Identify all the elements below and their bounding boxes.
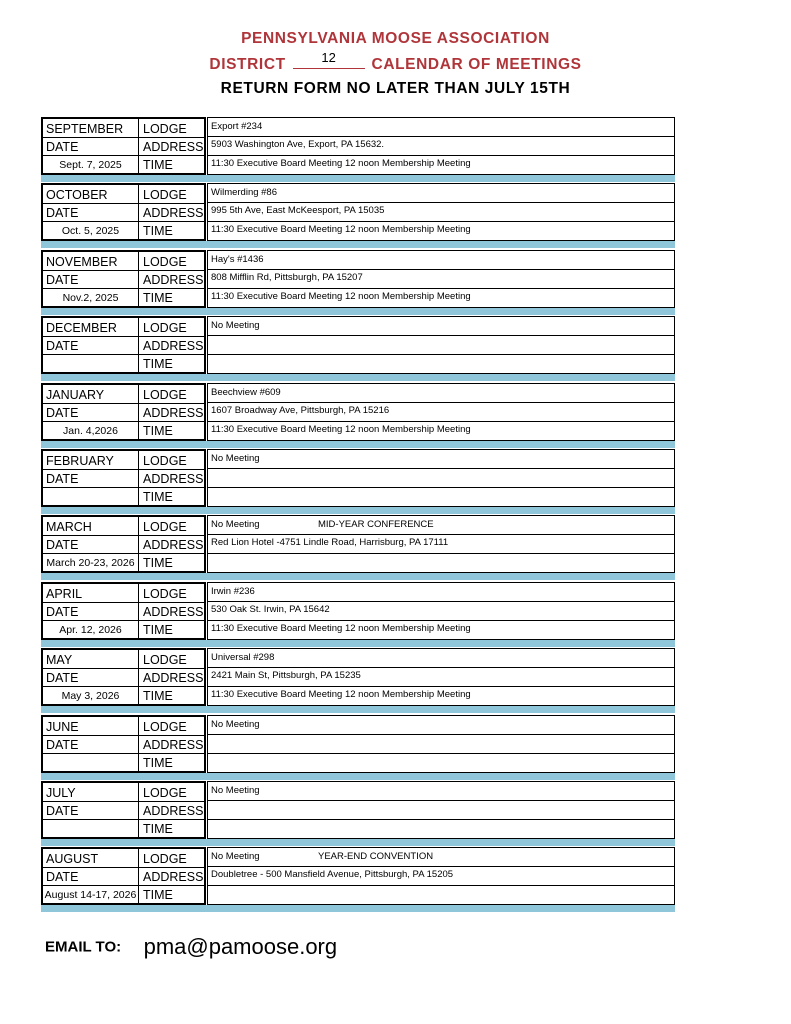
month-label-box (41, 648, 206, 706)
month-name: MARCH (46, 520, 92, 535)
lodge-label: LODGE (143, 454, 187, 468)
meeting-info-box (207, 117, 675, 175)
month-block-april (41, 582, 675, 640)
event-note: MID-YEAR CONFERENCE (318, 519, 434, 531)
column-divider (138, 119, 139, 173)
lodge-label: LODGE (143, 254, 187, 269)
blue-separator-band (41, 573, 675, 580)
blue-separator-band (41, 773, 675, 780)
address-label: ADDRESS (143, 339, 204, 354)
date-label: DATE (46, 272, 79, 287)
address-label: ADDRESS (143, 538, 204, 553)
blue-separator-band (41, 507, 675, 514)
time-label: TIME (143, 755, 173, 770)
meeting-date[interactable]: March 20-23, 2026 (46, 557, 135, 570)
blue-separator-band (41, 839, 675, 846)
meeting-date[interactable]: Sept. 7, 2025 (59, 159, 122, 171)
lodge-value[interactable]: No Meeting (211, 453, 260, 464)
month-block-october (41, 183, 675, 241)
row-divider (208, 468, 674, 469)
column-divider (138, 783, 139, 837)
district-number-field[interactable] (293, 50, 365, 69)
time-label: TIME (143, 357, 173, 372)
month-block-march (41, 515, 675, 573)
date-label: DATE (46, 804, 79, 818)
email-address-link[interactable]: pma@pamoose.org (143, 934, 338, 959)
district-number: 12 (321, 50, 336, 65)
blue-separator-band (41, 374, 675, 381)
lodge-label: LODGE (143, 786, 187, 800)
date-label: DATE (46, 538, 79, 553)
meeting-info-box (207, 847, 675, 905)
row-divider (208, 335, 674, 336)
meeting-info-box (207, 582, 675, 640)
lodge-label: LODGE (143, 387, 187, 402)
lodge-value[interactable]: Hay's #1436 (211, 253, 264, 265)
column-divider (138, 650, 139, 704)
month-label-box (41, 250, 206, 308)
column-divider (138, 584, 139, 638)
column-divider (138, 849, 139, 903)
time-value[interactable]: 11:30 Executive Board Meeting 12 noon Membership Meeting (211, 423, 471, 435)
lodge-label: LODGE (143, 188, 187, 203)
time-label: TIME (143, 689, 173, 704)
meeting-date[interactable]: Nov.2, 2025 (62, 291, 119, 304)
district-suffix: CALENDAR OF MEETINGS (371, 56, 582, 73)
address-label: ADDRESS (143, 206, 204, 221)
address-label: ADDRESS (143, 472, 204, 486)
address-label: ADDRESS (143, 405, 204, 420)
month-block-june (41, 715, 675, 773)
time-label: TIME (143, 224, 173, 239)
address-label: ADDRESS (143, 804, 204, 818)
month-name: NOVEMBER (46, 254, 118, 269)
association-title: PENNSYLVANIA MOOSE ASSOCIATION (241, 30, 550, 47)
meeting-info-box (207, 781, 675, 839)
lodge-label: LODGE (143, 122, 187, 136)
month-name: JANUARY (46, 387, 105, 402)
month-label-box (41, 582, 206, 640)
meeting-date[interactable]: May 3, 2026 (61, 690, 120, 703)
column-divider (138, 451, 139, 505)
time-value[interactable]: 11:30 Executive Board Meeting 12 noon Membership Meeting (211, 689, 471, 701)
month-block-september (41, 117, 675, 175)
month-label-box (41, 449, 206, 507)
date-label: DATE (46, 671, 79, 686)
month-name: MAY (46, 653, 73, 668)
address-value[interactable]: 808 Mifflin Rd, Pittsburgh, PA 15207 (211, 271, 363, 283)
lodge-value[interactable]: Wilmerding #86 (211, 187, 277, 199)
date-label: DATE (46, 604, 79, 619)
address-value[interactable]: 530 Oak St. Irwin, PA 15642 (211, 603, 330, 615)
lodge-value[interactable]: Universal #298 (211, 652, 275, 664)
month-label-box (41, 781, 206, 839)
column-divider (138, 717, 139, 771)
meeting-info-box (207, 383, 675, 441)
lodge-value[interactable]: No Meeting (211, 851, 260, 863)
month-label-box (41, 847, 206, 905)
month-name: AUGUST (46, 852, 99, 867)
district-line (0, 50, 791, 74)
month-name: JULY (46, 786, 76, 800)
column-divider (138, 185, 139, 239)
meeting-info-box (207, 316, 675, 374)
column-divider (138, 252, 139, 306)
blue-separator-band (41, 241, 675, 248)
time-label: TIME (143, 290, 173, 305)
date-label: DATE (46, 472, 79, 486)
blue-separator-band (41, 706, 675, 713)
row-divider (208, 734, 674, 735)
lodge-value[interactable]: No Meeting (211, 320, 260, 332)
meeting-info-box (207, 183, 675, 241)
row-divider (208, 553, 674, 554)
time-label: TIME (143, 423, 173, 438)
time-label: TIME (143, 556, 173, 571)
row-divider (208, 487, 674, 488)
time-label: TIME (143, 822, 173, 836)
address-label: ADDRESS (143, 671, 204, 686)
district-prefix: DISTRICT (209, 56, 286, 73)
blue-separator-band (41, 905, 675, 912)
email-label: EMAIL TO: (45, 938, 122, 956)
time-label: TIME (143, 888, 173, 903)
email-footer (45, 934, 337, 960)
address-value[interactable]: 1607 Broadway Ave, Pittsburgh, PA 15216 (211, 404, 390, 416)
month-block-july (41, 781, 675, 839)
lodge-value[interactable]: No Meeting (211, 785, 260, 796)
lodge-label: LODGE (143, 321, 187, 336)
row-divider (208, 885, 674, 886)
month-block-august (41, 847, 675, 905)
month-label-box (41, 117, 206, 175)
month-label-box (41, 316, 206, 374)
date-label: DATE (46, 870, 79, 885)
address-label: ADDRESS (143, 140, 204, 154)
meeting-date[interactable]: August 14-17, 2026 (44, 889, 137, 902)
column-divider (138, 318, 139, 372)
meeting-info-box (207, 648, 675, 706)
month-block-may (41, 648, 675, 706)
lodge-value[interactable]: No Meeting (211, 519, 260, 531)
lodge-label: LODGE (143, 653, 187, 668)
meeting-info-box (207, 515, 675, 573)
month-name: JUNE (46, 719, 79, 734)
address-label: ADDRESS (143, 870, 204, 885)
address-value[interactable]: 995 5th Ave, East McKeesport, PA 15035 (211, 205, 385, 217)
event-note: YEAR-END CONVENTION (318, 851, 434, 863)
row-divider (208, 354, 674, 355)
month-block-february (41, 449, 675, 507)
blue-separator-band (41, 308, 675, 315)
lodge-label: LODGE (143, 586, 187, 601)
time-label: TIME (143, 622, 173, 637)
lodge-label: LODGE (143, 852, 187, 867)
month-block-november (41, 250, 675, 308)
address-value[interactable]: Doubletree - 500 Mansfield Avenue, Pittsburgh, PA 15205 (211, 869, 454, 881)
date-label: DATE (46, 405, 79, 420)
column-divider (138, 385, 139, 439)
address-value[interactable]: Red Lion Hotel -4751 Lindle Road, Harrisburg, PA 17111 (211, 537, 449, 549)
meeting-date[interactable]: Oct. 5, 2025 (61, 225, 120, 238)
row-divider (208, 819, 674, 820)
row-divider (208, 800, 674, 801)
month-name: APRIL (46, 586, 83, 601)
month-name: DECEMBER (46, 321, 117, 336)
meeting-date[interactable]: Jan. 4,2026 (63, 424, 118, 437)
month-block-january (41, 383, 675, 441)
date-label: DATE (46, 140, 79, 154)
month-label-box (41, 383, 206, 441)
time-value[interactable]: 11:30 Executive Board Meeting 12 noon Membership Meeting (211, 158, 471, 169)
date-label: DATE (46, 206, 79, 221)
address-value[interactable]: 2421 Main St, Pittsburgh, PA 15235 (211, 670, 361, 682)
blue-separator-band (41, 640, 675, 647)
time-label: TIME (143, 158, 173, 172)
address-label: ADDRESS (143, 272, 204, 287)
meeting-info-box (207, 715, 675, 773)
month-label-box (41, 183, 206, 241)
month-label-box (41, 515, 206, 573)
month-name: SEPTEMBER (46, 122, 124, 136)
blue-separator-band (41, 175, 675, 182)
address-label: ADDRESS (143, 737, 204, 752)
address-value[interactable]: 5903 Washington Ave, Export, PA 15632. (211, 139, 385, 150)
lodge-value[interactable]: Irwin #236 (211, 585, 255, 597)
return-notice: RETURN FORM NO LATER THAN JULY 15TH (220, 80, 571, 97)
meeting-info-box (207, 250, 675, 308)
lodge-value[interactable]: Beechview #609 (211, 386, 281, 398)
month-block-december (41, 316, 675, 374)
lodge-label: LODGE (143, 520, 187, 535)
time-value[interactable]: 11:30 Executive Board Meeting 12 noon Membership Meeting (211, 290, 471, 302)
time-value[interactable]: 11:30 Executive Board Meeting 12 noon Membership Meeting (211, 622, 471, 634)
meeting-info-box (207, 449, 675, 507)
time-value[interactable]: 11:30 Executive Board Meeting 12 noon Membership Meeting (211, 224, 471, 236)
time-label: TIME (143, 490, 173, 504)
row-divider (208, 753, 674, 754)
lodge-value[interactable]: No Meeting (211, 718, 260, 730)
month-label-box (41, 715, 206, 773)
meeting-date[interactable]: Apr. 12, 2026 (59, 623, 122, 636)
date-label: DATE (46, 737, 79, 752)
date-label: DATE (46, 339, 79, 354)
blue-separator-band (41, 441, 675, 448)
month-name: FEBRUARY (46, 454, 114, 468)
lodge-label: LODGE (143, 719, 187, 734)
month-name: OCTOBER (46, 188, 108, 203)
lodge-value[interactable]: Export #234 (211, 121, 263, 132)
column-divider (138, 517, 139, 571)
address-label: ADDRESS (143, 604, 204, 619)
